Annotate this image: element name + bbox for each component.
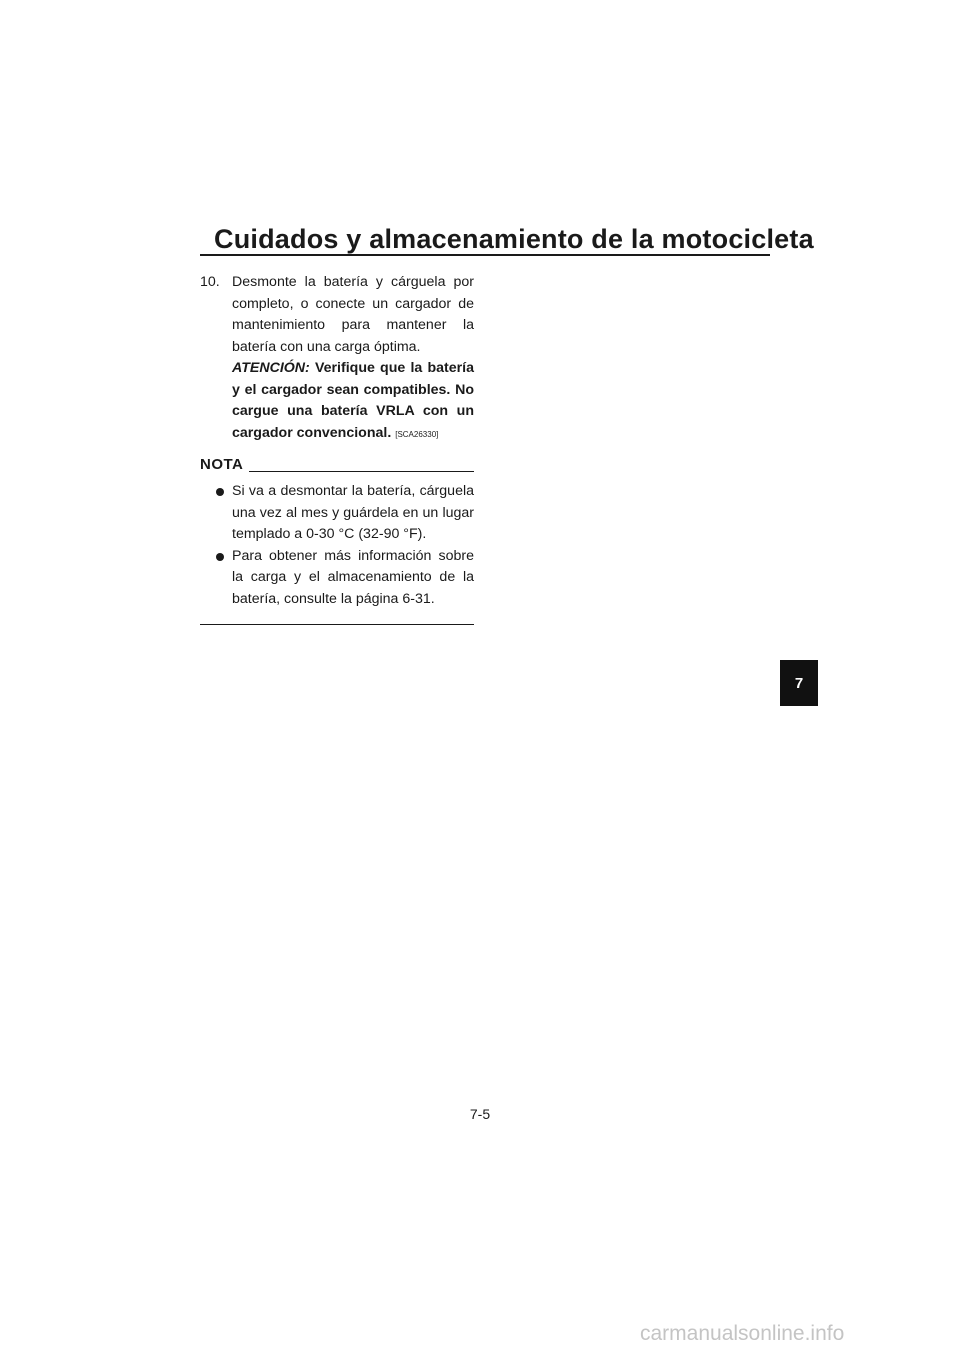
reference-code: [SCA26330]	[395, 429, 439, 439]
caution-text: Verifique que la batería y el cargador sean compatibles. No cargue una batería VRLA con un cargador convencional.	[232, 360, 474, 441]
page-title: Cuidados y almacenamiento de la motocicleta	[214, 224, 814, 254]
bullet-icon	[216, 553, 224, 561]
title-divider	[200, 254, 770, 256]
caution-label: ATENCIÓN:	[232, 360, 310, 376]
nota-header	[200, 455, 474, 475]
watermark: carmanualsonline.info	[640, 1322, 845, 1345]
nota-title: NOTA	[200, 456, 244, 473]
step-number: 10.	[200, 274, 220, 290]
step-text: Desmonte la batería y cárguela por completo, o conecte un cargador de mantenimiento para mantener la batería con una carga óptima.	[232, 274, 474, 355]
list-item	[200, 481, 474, 546]
page-number: 7-5	[469, 1106, 491, 1122]
step-item	[200, 272, 474, 445]
nota-divider	[249, 471, 474, 472]
list-item-text: Para obtener más información sobre la carga y el almacenamiento de la batería, consulte la página 6-31.	[232, 547, 474, 607]
list-item	[200, 546, 474, 611]
list-item-text: Si va a desmontar la batería, cárguela una vez al mes y guárdela en un lugar templado a 0-30 °C (32-90 °F).	[232, 483, 474, 542]
chapter-tab: 7	[780, 660, 818, 706]
nota-end-divider	[200, 624, 474, 625]
nota-list	[200, 481, 474, 610]
bullet-icon	[216, 488, 224, 496]
content-column	[200, 272, 474, 625]
